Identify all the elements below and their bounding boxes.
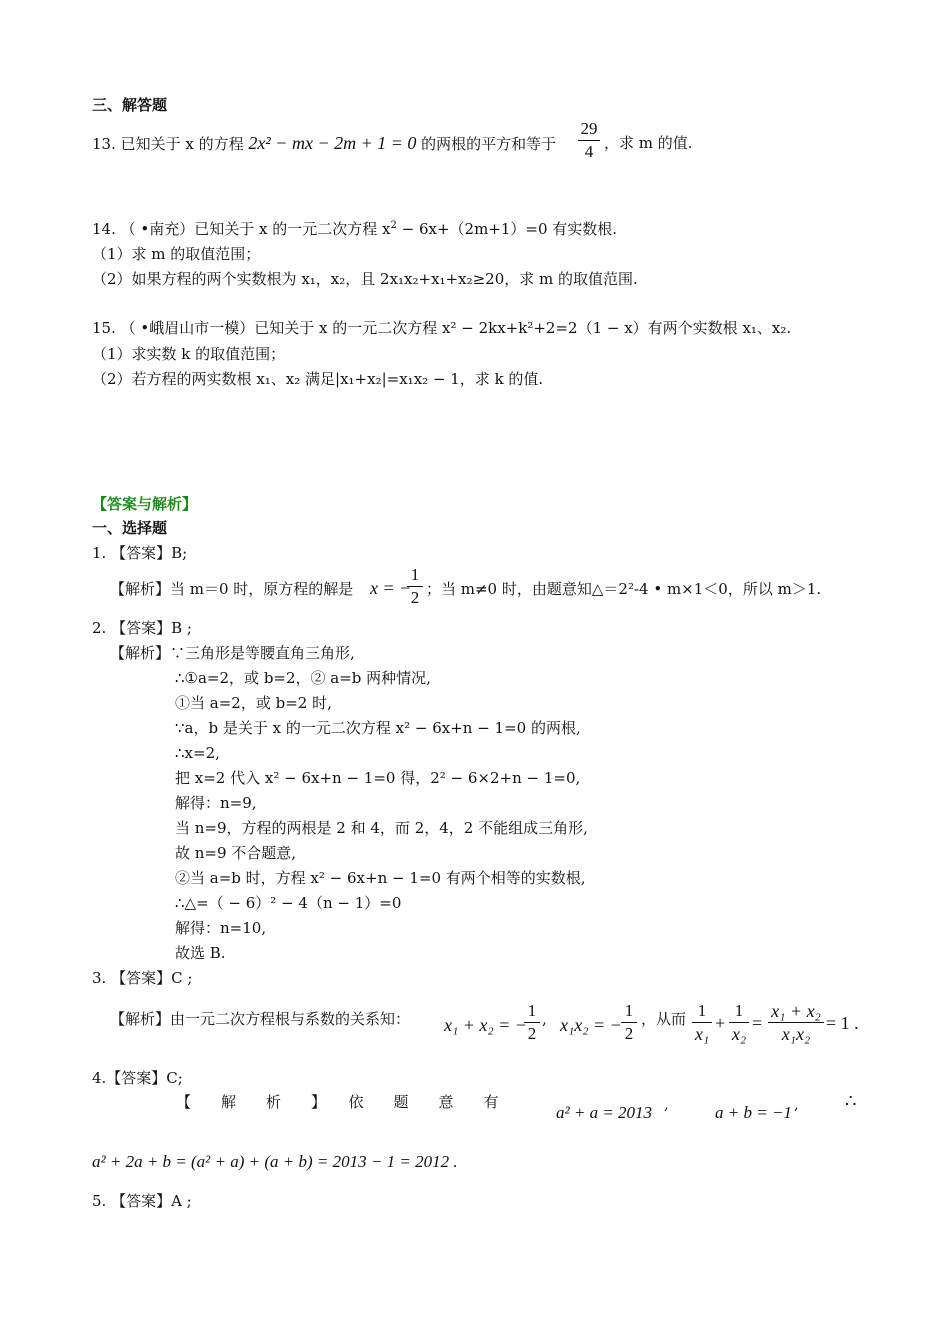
- answer-4-therefore: ∴: [845, 1091, 857, 1112]
- answer-3-label: 3. 【答案】C ;: [92, 969, 193, 987]
- answer-2-line: ∴x=2,: [175, 744, 220, 762]
- answer-3-cong: ，从而: [641, 1010, 687, 1028]
- answer-2-line: ∵a，b 是关于 x 的一元二次方程 x² − 6x+n − 1=0 的两根,: [175, 719, 581, 737]
- answer-4-eq3: a² + 2a + b = (a² + a) + (a + b) = 2013 − 1 = 2012 .: [92, 1152, 458, 1171]
- answer-3-result: = 1 .: [826, 1013, 859, 1033]
- answer-3-explanation: 【解析】由一元二次方程根与系数的关系知：: [110, 1010, 411, 1028]
- reciprocal-1-den: x₁: [694, 1024, 710, 1044]
- question-14-line1: [92, 219, 617, 239]
- reciprocal-2: [729, 1000, 749, 1045]
- answer-1-x-eq: x = −: [370, 578, 412, 598]
- answer-3-product: x₁x₂ = −: [560, 1015, 622, 1035]
- answer-2-line: 故选 B.: [175, 944, 226, 962]
- answer-4-comma-2: ,: [794, 1095, 799, 1113]
- q13-equation: 2x² − mx − 2m + 1 = 0: [248, 133, 417, 153]
- answer-1-fraction: [407, 564, 423, 609]
- sum-fraction-num: 1: [527, 1001, 537, 1020]
- answer-2-line: ①当 a=2，或 b=2 时,: [175, 694, 332, 712]
- answer-4-eq2: a + b = −1: [715, 1103, 792, 1122]
- question-13: [92, 133, 556, 154]
- answer-1-fraction-den: 2: [410, 588, 420, 607]
- product-fraction-num: 1: [624, 1001, 634, 1020]
- answers-title: 【答案与解析】: [92, 495, 198, 513]
- q13-fraction-num: 29: [580, 119, 598, 138]
- answer-2-line: 解得：n=9,: [175, 794, 257, 812]
- q13-fraction: [578, 118, 600, 163]
- answer-4-comma-1: ,: [664, 1095, 669, 1113]
- answers-section-1: 一、选择题: [92, 519, 168, 537]
- answer-2-line: 【解析】∵三角形是等腰直角三角形,: [110, 644, 355, 662]
- answer-2-label: 2. 【答案】B ;: [92, 619, 192, 637]
- q14-line1-b: − 6x+（2m+1）=0 有实数根.: [396, 220, 618, 238]
- answer-2-line: 故 n=9 不合题意,: [175, 844, 297, 862]
- answer-4-eq1: a² + a = 2013: [556, 1103, 653, 1122]
- answer-1-explanation-a: 【解析】当 m＝0 时，原方程的解是: [110, 580, 354, 598]
- sum-over-product: [768, 1000, 824, 1045]
- answer-4-label: 4.【答案】C;: [92, 1069, 183, 1087]
- answer-3-comma: ,: [542, 1010, 547, 1028]
- answer-3-product-fraction: [621, 1000, 637, 1045]
- reciprocal-1-num: 1: [697, 1001, 707, 1020]
- q13-number: 13.: [92, 135, 116, 153]
- q13-text-a: 已知关于 x 的方程: [120, 135, 244, 153]
- answer-3-sum-fraction: [524, 1000, 540, 1045]
- reciprocal-2-num: 1: [734, 1001, 744, 1020]
- equals-sign: =: [752, 1013, 763, 1033]
- answer-4-explanation: 【 解 析 】 依 题 意 有: [176, 1093, 499, 1111]
- answer-2-line: ∴①a=2，或 b=2，② a=b 两种情况,: [175, 669, 431, 687]
- sum-over-product-den: x₁x₂: [781, 1024, 811, 1044]
- q13-text-b: 的两根的平方和等于: [421, 135, 557, 153]
- q14-sup: 2: [390, 220, 397, 231]
- question-15-line3: （2）若方程的两实数根 x₁、x₂ 满足|x₁+x₂|=x₁x₂ − 1，求 k 的值.: [92, 370, 544, 388]
- answer-1-fraction-num: 1: [410, 565, 420, 584]
- reciprocal-1: [692, 1000, 712, 1045]
- q13-fraction-den: 4: [584, 142, 594, 161]
- answer-2-line: ∴△=（ − 6）² − 4（n − 1）=0: [175, 894, 402, 912]
- q13-text-c: ，求 m 的值.: [604, 134, 693, 152]
- reciprocal-2-den: x₂: [731, 1024, 747, 1044]
- sum-over-product-num: x₁ + x₂: [771, 1001, 821, 1021]
- answer-2-line: 当 n=9，方程的两根是 2 和 4，而 2，4，2 不能组成三角形,: [175, 819, 588, 837]
- answer-2-line: ②当 a=b 时，方程 x² − 6x+n − 1=0 有两个相等的实数根,: [175, 869, 586, 887]
- section-title: 三、解答题: [92, 96, 168, 114]
- question-15-line1: 15. （ •峨眉山市一模）已知关于 x 的一元二次方程 x² − 2kx+k²+2=2（1 − x）有两个实数根 x₁、x₂.: [92, 319, 792, 337]
- question-14-line3: （2）如果方程的两个实数根为 x₁，x₂，且 2x₁x₂+x₁+x₂≥20，求 m 的取值范围.: [92, 270, 638, 288]
- answer-1-explanation-b: ；当 m≠0 时，由题意知△＝2²-4 • m×1＜0，所以 m＞1.: [426, 580, 822, 598]
- answer-2-line: 解得：n=10,: [175, 919, 267, 937]
- answer-1-label: 1. 【答案】B;: [92, 544, 188, 562]
- answer-2-line: 把 x=2 代入 x² − 6x+n − 1=0 得，2² − 6×2+n − 1=0,: [175, 769, 581, 787]
- answer-5-label: 5. 【答案】A ;: [92, 1192, 192, 1210]
- product-fraction-den: 2: [624, 1024, 634, 1043]
- answer-3-sum: x₁ + x₂ = −: [444, 1015, 527, 1035]
- question-14-line2: （1）求 m 的取值范围；: [92, 245, 261, 263]
- question-15-line2: （1）求实数 k 的取值范围；: [92, 345, 286, 363]
- plus-sign: +: [715, 1013, 726, 1033]
- q14-line1-a: 14. （ •南充）已知关于 x 的一元二次方程 x: [92, 220, 391, 238]
- sum-fraction-den: 2: [527, 1024, 537, 1043]
